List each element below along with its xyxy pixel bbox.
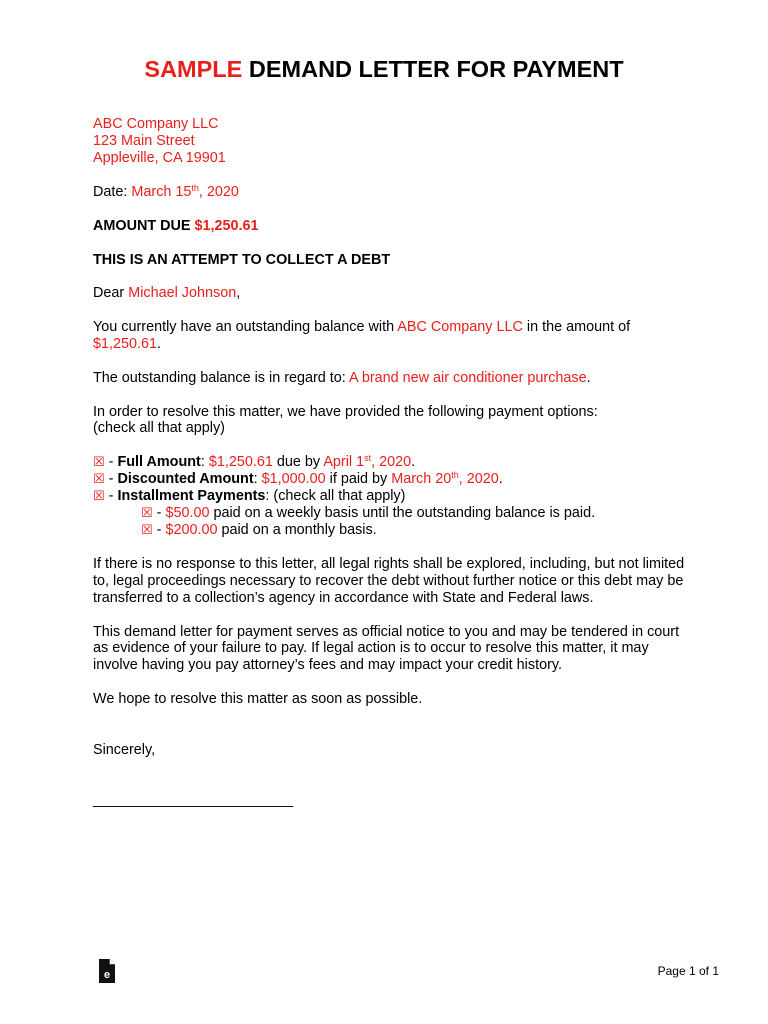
checked-box-icon[interactable]: ☒ [93,471,105,487]
svg-text:e: e [103,969,111,981]
title-main: DEMAND LETTER FOR PAYMENT [248,56,624,82]
option-monthly: ☒ - $200.00 paid on a monthly basis. [141,522,377,539]
date-line [93,184,693,201]
title-sample: SAMPLE [144,56,243,82]
letter-body [93,116,693,808]
sender-street: 123 Main Street [93,133,195,149]
amount-due-label: AMOUNT DUE [93,217,195,234]
official-notice-paragraph: This demand letter for payment serves as official notice to you and may be tendered in court as evidence of your failure to pay. If legal action is to occur to resolve this matter, it may involve having you pay attorney’s fees and may impact your credit history. [93,623,680,674]
date-label: Date: [93,184,132,200]
sender-company: ABC Company LLC [93,116,219,132]
eforms-logo-icon [97,958,117,984]
checked-box-icon[interactable]: ☒ [93,488,105,504]
balance-company: ABC Company LLC [397,319,523,336]
signature-line[interactable]: _________________________ [93,791,294,808]
checked-box-icon[interactable]: ☒ [93,454,105,470]
recipient-name: Michael Johnson [128,285,237,302]
balance-amount: $1,250.61 [93,335,158,352]
regard-paragraph: The outstanding balance is in regard to: A brand new air conditioner purchase. [93,369,591,386]
option-installment-payments: ☒ - Installment Payments: (check all that apply) [93,488,406,505]
payment-options [93,454,693,539]
legal-paragraph: If there is no response to this letter, all legal rights shall be explored, including, but not limited to, legal proceedings necessary to recover the debt without further notice or this debt may be transferred to a collection’s agency in accordance with State and Federal laws. [93,556,685,606]
salutation: Dear Michael Johnson, [93,285,241,302]
debt-notice: THIS IS AN ATTEMPT TO COLLECT A DEBT [93,251,391,268]
checked-box-icon[interactable]: ☒ [141,522,153,538]
hope-paragraph: We hope to resolve this matter as soon as possible. [93,690,423,707]
sender-city: Appleville, CA 19901 [93,150,226,166]
option-full-amount: ☒ - Full Amount: $1,250.61 due by April 1st, 2020. [93,453,416,471]
page-number: Page 1 of 1 [657,964,719,978]
document-title [0,55,768,83]
date-value: March 15th, 2020 [131,183,239,200]
regard-subject: A brand new air conditioner purchase [349,369,587,386]
option-weekly: ☒ - $50.00 paid on a weekly basis until the outstanding balance is paid. [141,505,596,522]
option-discounted-amount: ☒ - Discounted Amount: $1,000.00 if paid by March 20th, 2020. [93,470,503,488]
amount-due-line [93,218,693,235]
checked-box-icon[interactable]: ☒ [141,505,153,521]
amount-due-value: $1,250.61 [194,217,259,234]
closing: Sincerely, [93,741,156,758]
balance-paragraph: You currently have an outstanding balance with ABC Company LLC in the amount of $1,250.61. [93,319,631,352]
options-intro: In order to resolve this matter, we have provided the following payment options: (check all that apply) [93,403,598,437]
sender-address [93,116,693,167]
